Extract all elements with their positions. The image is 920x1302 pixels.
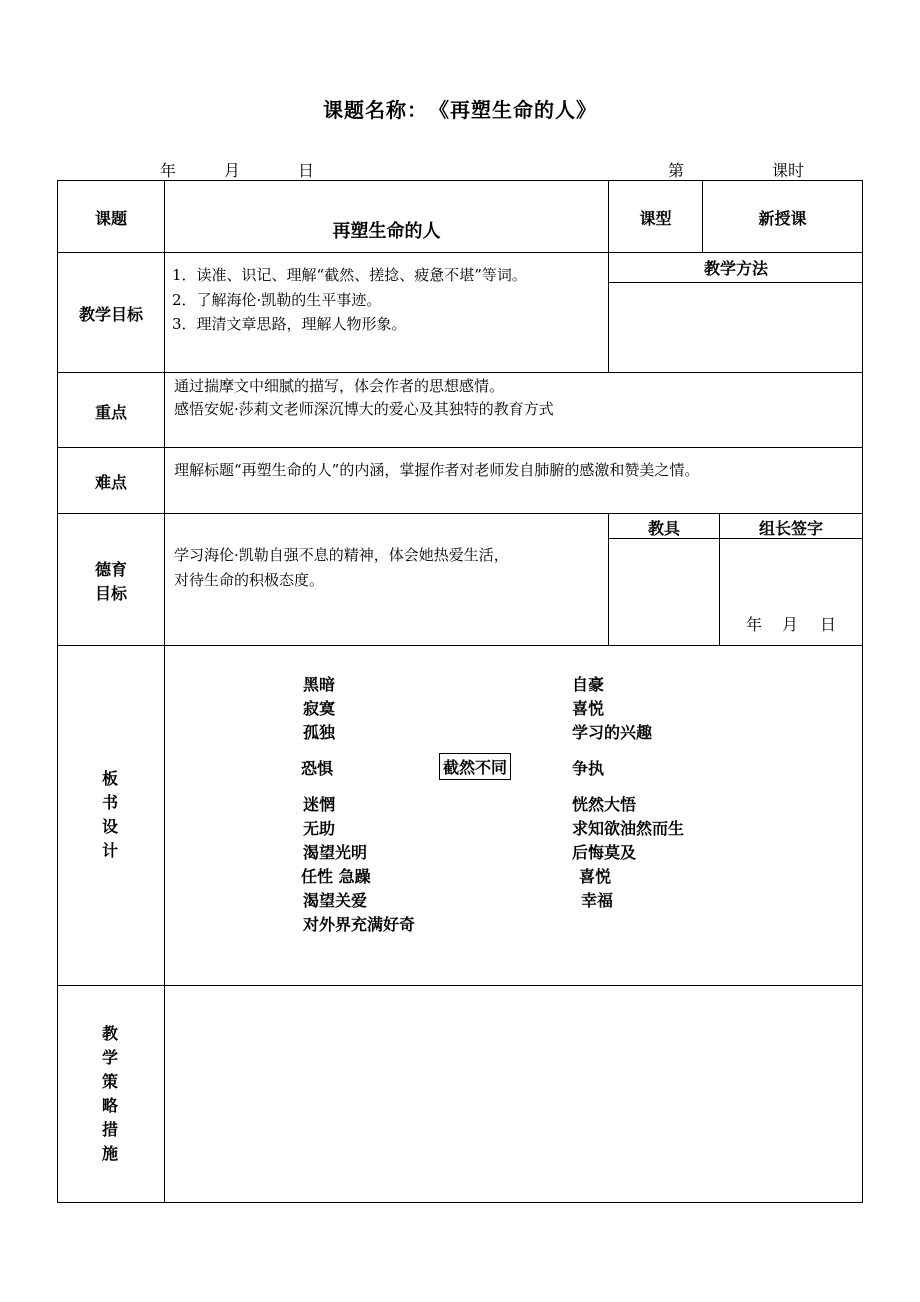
board-left-item: 渴望关爱 [303, 891, 368, 910]
key-point-line: 通过揣摩文中细腻的描写，体会作者的思想感情。 [174, 377, 505, 395]
lesson-type-value: 新授课 [758, 209, 807, 228]
board-left-item: 寂寞 [303, 699, 336, 718]
lesson-number-suffix: 课时 [772, 161, 805, 180]
board-left-item: 黑暗 [303, 675, 336, 694]
board-right-item: 喜悦 [579, 867, 612, 886]
board-left-item: 对外界充满好奇 [303, 915, 416, 934]
signature-day: 日 [820, 615, 837, 634]
signature-year: 年 [746, 615, 763, 634]
board-left-item: 迷惘 [303, 795, 336, 814]
strategy-label-char: 教 [101, 1024, 118, 1043]
strategy-label-char: 施 [101, 1144, 118, 1163]
lesson-type-label: 课型 [639, 209, 672, 228]
board-right-item: 幸福 [581, 891, 614, 910]
moral-goals-label-1: 德育 [94, 560, 127, 579]
date-day: 日 [298, 161, 315, 180]
topic-label: 课题 [94, 209, 127, 228]
board-right-item: 求知欲油然而生 [572, 819, 685, 838]
goal-item: 3．理清文章思路，理解人物形象。 [172, 315, 407, 333]
topic-value: 再塑生命的人 [332, 221, 441, 242]
strategy-label-char: 学 [101, 1048, 118, 1067]
key-points-label: 重点 [94, 403, 127, 422]
moral-goal-line: 对待生命的积极态度。 [174, 571, 325, 589]
board-design-label-char: 设 [101, 817, 118, 836]
moral-goal-line: 学习海伦·凯勒自强不息的精神，体会她热爱生活， [174, 546, 509, 564]
board-right-item: 学习的兴趣 [572, 723, 653, 742]
goal-item: 2．了解海伦·凯勒的生平事迹。 [172, 291, 382, 309]
page-title: 课题名称： 《再塑生命的人》 [323, 98, 597, 122]
board-left-item: 任性 急躁 [301, 867, 371, 886]
signature-month: 月 [782, 615, 799, 634]
board-left-middle: 恐惧 [301, 759, 334, 778]
board-left-item: 孤独 [303, 723, 336, 742]
strategy-label-char: 策 [101, 1072, 118, 1091]
strategy-label-char: 措 [101, 1120, 118, 1139]
board-left-item: 渴望光明 [303, 843, 368, 862]
board-design-label-char: 板 [101, 769, 118, 788]
moral-goals-label-2: 目标 [94, 584, 127, 603]
difficult-point-text: 理解标题“再塑生命的人”的内涵，掌握作者对老师发自肺腑的感激和赞美之情。 [174, 461, 700, 479]
board-right-item: 自豪 [572, 675, 605, 694]
date-year: 年 [160, 161, 177, 180]
board-right-item: 喜悦 [572, 699, 605, 718]
board-right-middle: 争执 [572, 759, 605, 778]
board-left-item: 无助 [303, 819, 336, 838]
board-center-term: 截然不同 [439, 753, 511, 780]
teaching-method-label: 教学方法 [703, 259, 768, 278]
board-right-item: 恍然大悟 [572, 795, 637, 814]
key-point-line: 感悟安妮·莎莉文老师深沉博大的爱心及其独特的教育方式 [174, 400, 554, 418]
strategy-label-char: 略 [101, 1096, 118, 1115]
teaching-tools-label: 教具 [647, 519, 680, 538]
lesson-number-prefix: 第 [668, 161, 685, 180]
goal-item: 1．读准、识记、理解“截然、搓捻、疲惫不堪”等词。 [172, 266, 527, 284]
goals-label: 教学目标 [78, 305, 143, 324]
difficult-points-label: 难点 [94, 473, 127, 492]
board-right-item: 后悔莫及 [572, 843, 637, 862]
board-design-label-char: 书 [101, 793, 118, 812]
date-month: 月 [224, 161, 241, 180]
group-leader-signature-label: 组长签字 [758, 519, 823, 538]
board-design-label-char: 计 [101, 841, 118, 860]
